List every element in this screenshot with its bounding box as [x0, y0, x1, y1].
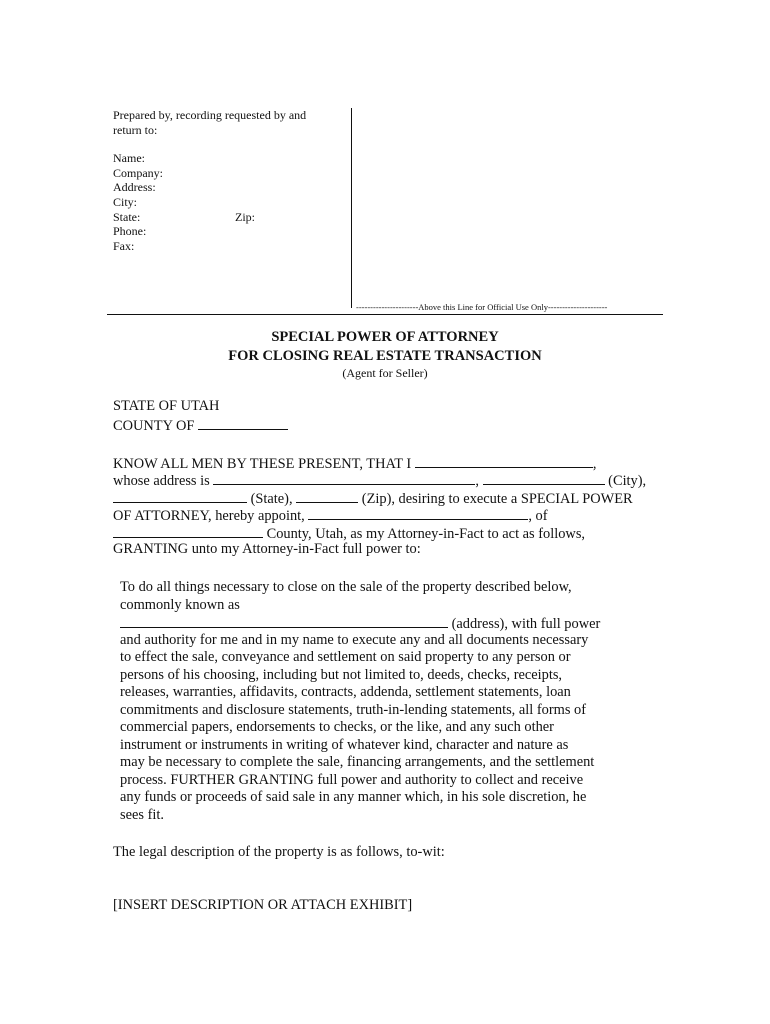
powers-line1: To do all things necessary to close on the sale of the property described below,	[120, 579, 572, 595]
prepared-by-line1: Prepared by, recording requested by and	[113, 108, 307, 122]
powers-line: releases, warranties, affidavits, contracts, addenda, settlement statements, loan	[120, 684, 571, 700]
document-title-line1: SPECIAL POWER OF ATTORNEY	[271, 329, 499, 345]
legal-description-placeholder: [INSERT DESCRIPTION OR ATTACH EXHIBIT]	[113, 897, 413, 913]
attorney-county-blank[interactable]	[113, 523, 263, 538]
county-of-row	[113, 415, 288, 435]
legal-description-intro: The legal description of the property is as follows, to-wit:	[113, 844, 445, 860]
zip-label: Zip:	[235, 209, 255, 224]
state-of-utah: STATE OF UTAH	[113, 398, 220, 414]
powers-line2: commonly known as	[120, 597, 240, 613]
horizontal-divider	[107, 314, 663, 315]
fax-label: Fax:	[113, 238, 135, 253]
zip-blank[interactable]	[296, 488, 358, 503]
appointment-text: ,	[475, 473, 479, 489]
appointment-line4	[113, 505, 548, 525]
powers-line: persons of his choosing, including but not limited to, deeds, checks, receipts,	[120, 667, 563, 683]
name-label: Name:	[113, 151, 145, 166]
powers-line: instrument or instruments in writing of whatever kind, character and nature as	[120, 737, 569, 753]
appointment-text: , of	[528, 508, 548, 524]
appointment-text: KNOW ALL MEN BY THESE PRESENT, THAT I	[113, 456, 412, 472]
appointment-text: OF ATTORNEY, hereby appoint,	[113, 508, 305, 524]
powers-line: may be necessary to complete the sale, financing arrangements, and the settlement	[120, 754, 595, 770]
address-label: Address:	[113, 180, 156, 195]
state-blank[interactable]	[113, 488, 247, 503]
powers-line3	[120, 613, 600, 633]
city-blank[interactable]	[483, 470, 605, 485]
state-label: State:	[113, 209, 141, 224]
property-address-blank[interactable]	[120, 613, 448, 628]
phone-label: Phone:	[113, 224, 147, 239]
appointment-line2	[113, 470, 646, 490]
prepared-by-line2: return to:	[113, 122, 158, 137]
powers-line: commitments and disclosure statements, truth-in-lending statements, all forms of	[120, 702, 587, 718]
appointment-text: whose address is	[113, 473, 210, 489]
state-zip-row	[113, 210, 351, 225]
county-blank[interactable]	[198, 415, 288, 430]
powers-line: commercial papers, endorsements to checks, or the like, and any such other	[120, 719, 554, 735]
vertical-divider	[351, 108, 352, 308]
city-label: City:	[113, 194, 138, 209]
appointment-text: (Zip), desiring to execute a SPECIAL POWER	[361, 491, 633, 507]
appointment-text: County, Utah, as my Attorney-in-Fact to act as follows,	[266, 526, 586, 542]
document-subtitle: (Agent for Seller)	[342, 366, 428, 380]
powers-line: to effect the sale, conveyance and settlement on said property to any person or	[120, 649, 571, 665]
powers-line: sees fit.	[120, 807, 164, 823]
principal-name-blank[interactable]	[415, 453, 593, 468]
company-label: Company:	[113, 165, 163, 180]
powers-text: (address), with full power	[451, 616, 601, 632]
attorney-name-blank[interactable]	[308, 505, 528, 520]
address-blank[interactable]	[213, 470, 475, 485]
document-title-line2: FOR CLOSING REAL ESTATE TRANSACTION	[228, 348, 542, 364]
appointment-line6: GRANTING unto my Attorney-in-Fact full power to:	[113, 541, 421, 557]
appointment-text: ,	[592, 456, 597, 472]
powers-line: process. FURTHER GRANTING full power and authority to collect and receive	[120, 772, 584, 788]
appointment-text: (State),	[250, 491, 293, 507]
appointment-text: (City),	[608, 473, 647, 489]
official-use-line: ----------------------Above this Line for Official Use Only---------------------	[356, 302, 608, 312]
powers-line: any funds or proceeds of said sale in any manner which, in his sole discretion, he	[120, 789, 587, 805]
recording-info-block	[113, 108, 351, 253]
powers-line: and authority for me and in my name to execute any and all documents necessary	[120, 632, 589, 648]
county-of-label: COUNTY OF	[113, 418, 195, 434]
